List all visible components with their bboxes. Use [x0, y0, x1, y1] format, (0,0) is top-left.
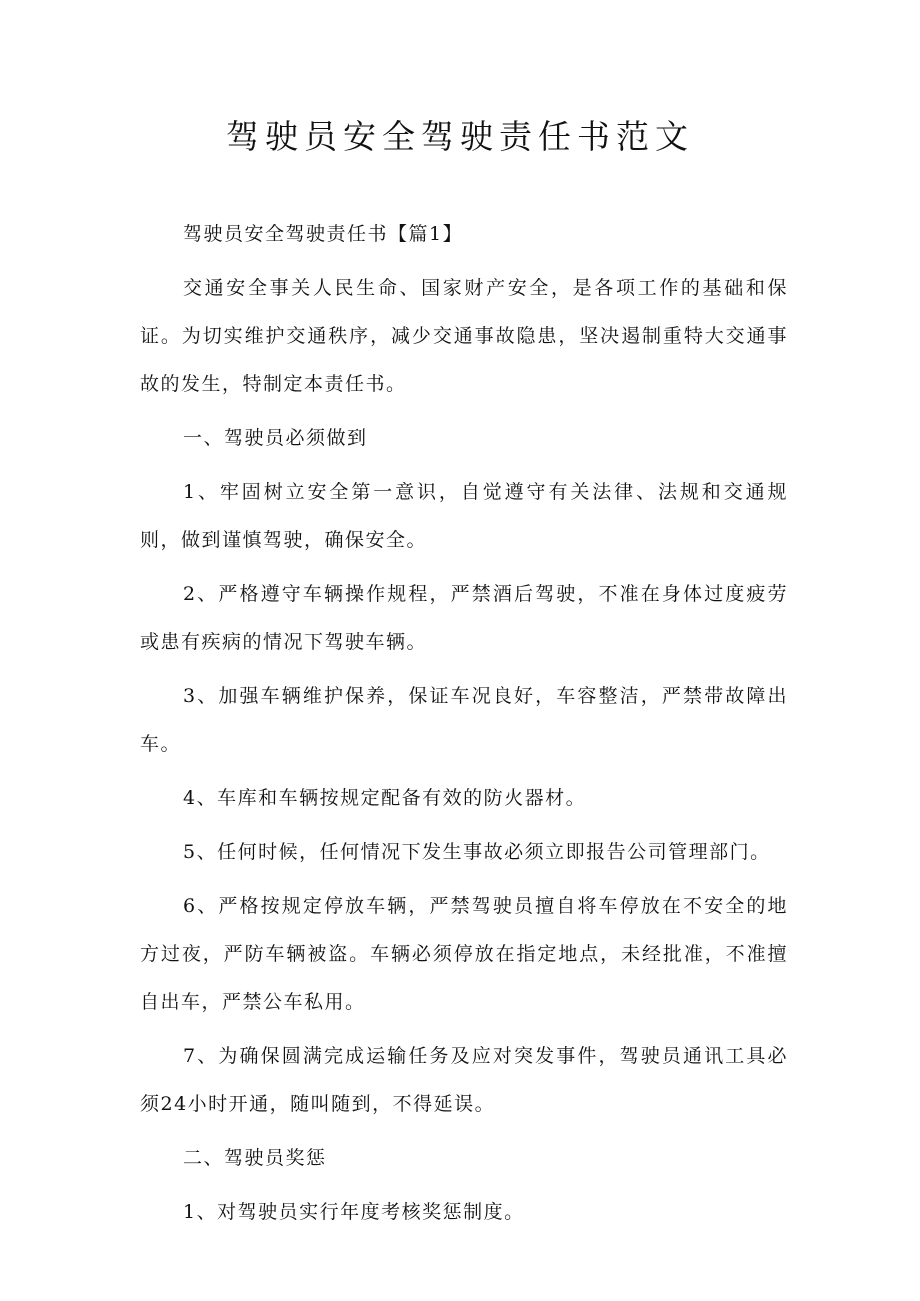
intro-paragraph: 交通安全事关人民生命、国家财产安全，是各项工作的基础和保证。为切实维护交通秩序，减少交通事故隐患，坚决遏制重特大交通事故的发生，特制定本责任书。	[140, 277, 788, 395]
section-heading-rewards: 二、驾驶员奖惩	[183, 1147, 327, 1169]
duty-item-6: 6、严格按规定停放车辆，严禁驾驶员擅自将车停放在不安全的地方过夜，严防车辆被盗。车辆必须停放在指定地点，未经批准，不准擅自出车，严禁公车私用。	[140, 895, 788, 1013]
duty-item-7: 7、为确保圆满完成运输任务及应对突发事件，驾驶员通讯工具必须24小时开通，随叫随到，不得延误。	[140, 1045, 788, 1115]
document-title: 驾驶员安全驾驶责任书范文	[226, 117, 694, 156]
section-heading-duties: 一、驾驶员必须做到	[183, 427, 368, 449]
duty-item-3: 3、加强车辆维护保养，保证车况良好，车容整洁，严禁带故障出车。	[140, 685, 788, 755]
document-body	[140, 210, 788, 1236]
duty-item-5: 5、任何时候，任何情况下发生事故必须立即报告公司管理部门。	[183, 841, 771, 863]
duty-item-4: 4、车库和车辆按规定配备有效的防火器材。	[183, 787, 587, 809]
reward-item-1: 1、对驾驶员实行年度考核奖惩制度。	[183, 1201, 525, 1223]
section-heading-part-1: 驾驶员安全驾驶责任书【篇1】	[183, 223, 464, 245]
duty-item-2: 2、严格遵守车辆操作规程，严禁酒后驾驶，不准在身体过度疲劳或患有疾病的情况下驾驶车辆。	[140, 583, 788, 653]
duty-item-1: 1、牢固树立安全第一意识，自觉遵守有关法律、法规和交通规则，做到谨慎驾驶，确保安全。	[140, 481, 788, 551]
